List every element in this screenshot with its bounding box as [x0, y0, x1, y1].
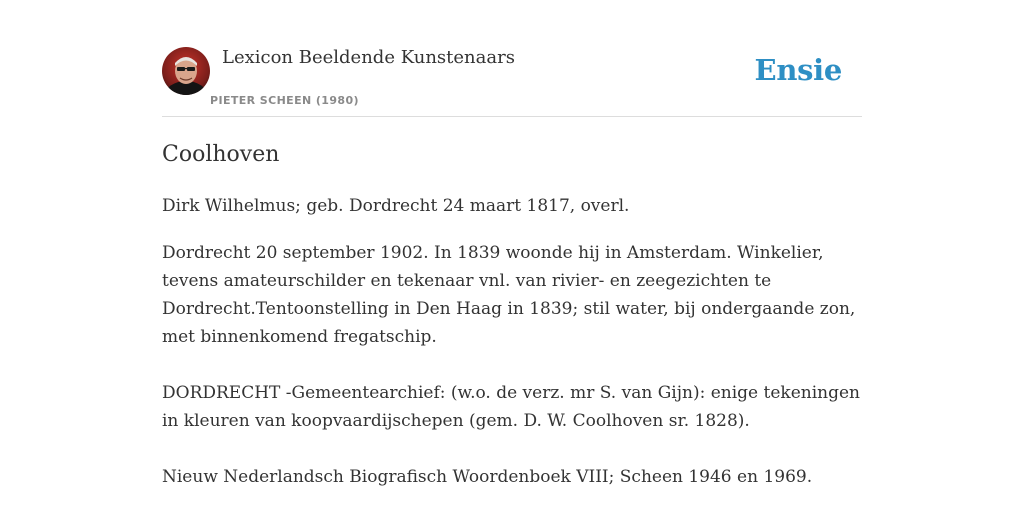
ensie-logo[interactable]: Ensie [754, 53, 842, 87]
article-paragraph: Dordrecht 20 september 1902. In 1839 woonde hij in Amsterdam. Winkelier, tevens amateurschilder en tekenaar vnl. van rivier- en zeegezichten te Dordrecht.Tentoonstelling in Den Haag in 1839; stil water, bij ondergaande zon, met binnenkomend fregatschip. [162, 243, 856, 347]
header [162, 0, 862, 117]
author-byline[interactable]: PIETER SCHEEN (1980) [210, 94, 359, 107]
article-paragraph: DORDRECHT -Gemeentearchief: (w.o. de verz. mr S. van Gijn): enige tekeningen in kleuren van koopvaardijschepen (gem. D. W. Coolhoven sr. 1828). [162, 383, 860, 431]
avatar-photo-icon [162, 47, 210, 95]
article-title: Coolhoven [162, 142, 280, 167]
article-paragraph: Nieuw Nederlandsch Biografisch Woordenboek VIII; Scheen 1946 en 1969. [162, 467, 813, 487]
article-paragraph: Dirk Wilhelmus; geb. Dordrecht 24 maart 1817, overl. [162, 196, 630, 216]
author-avatar[interactable] [162, 47, 210, 95]
page [162, 0, 862, 487]
publication-title[interactable]: Lexicon Beeldende Kunstenaars [222, 47, 515, 68]
